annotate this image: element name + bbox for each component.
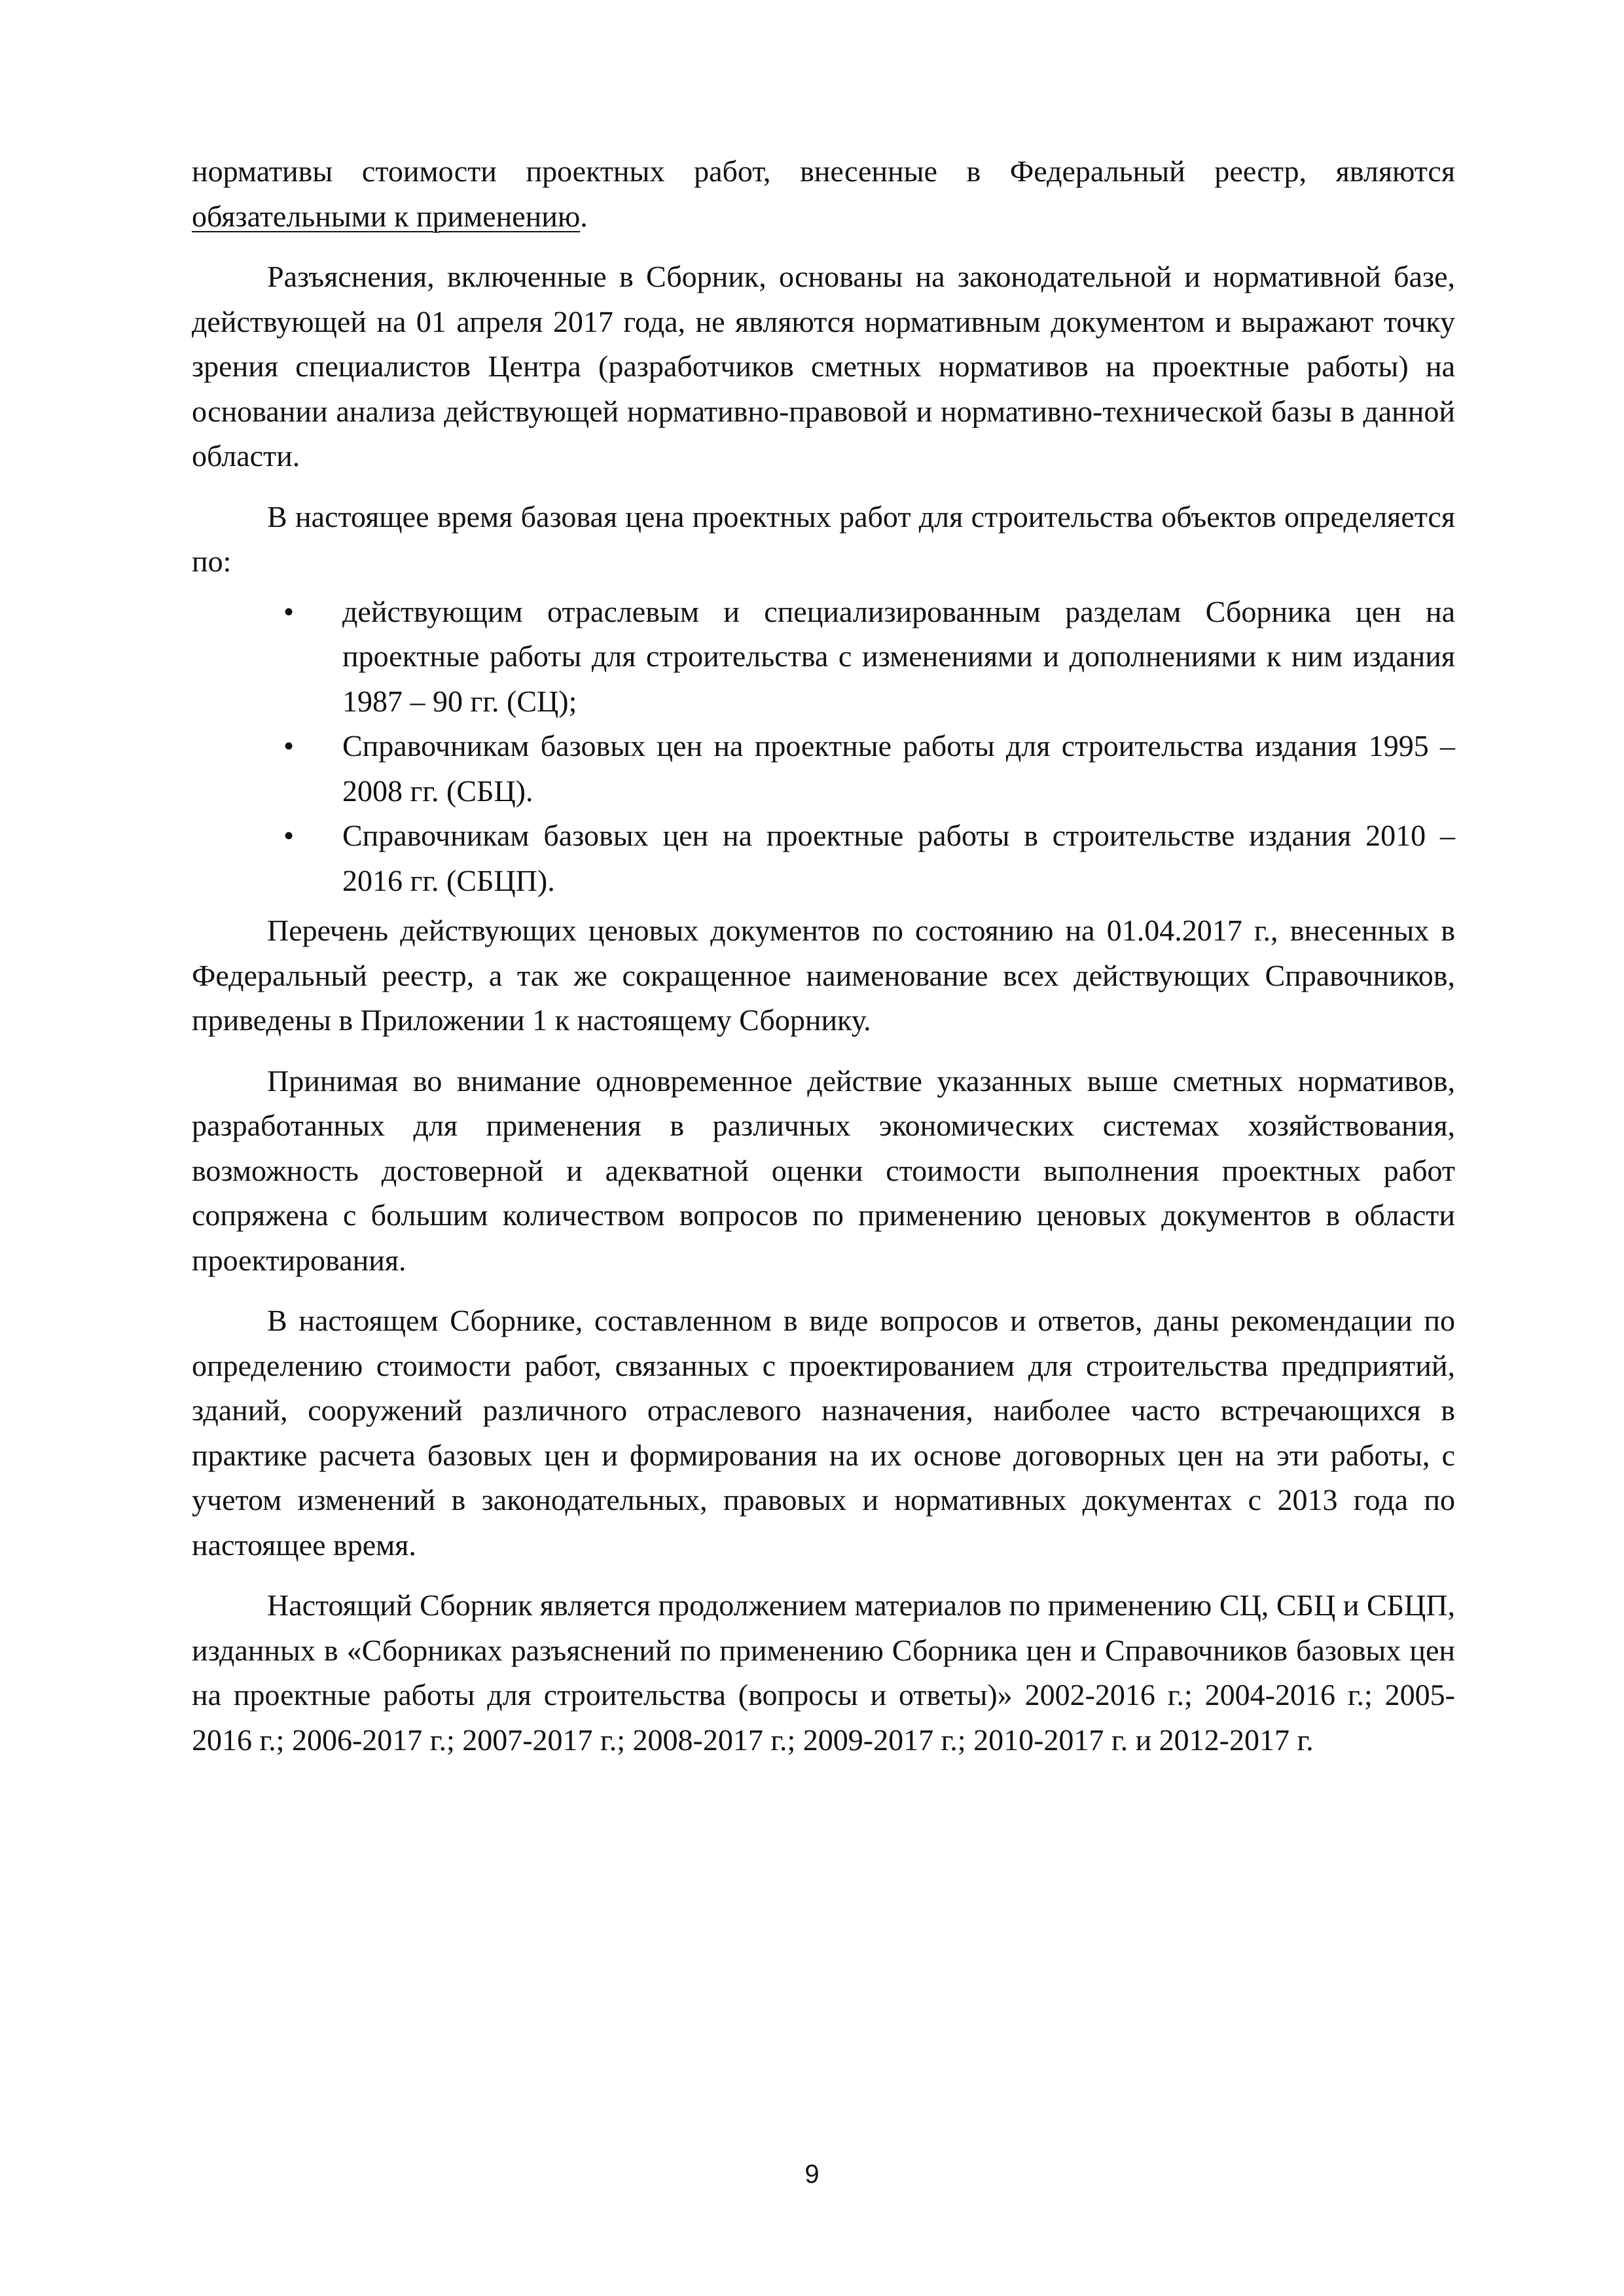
list-item-text: Справочникам базовых цен на проектные работы в строительстве издания 2010 – 2016 гг. (СБЦП). [342, 819, 1455, 897]
paragraph-collection-continuation: Настоящий Сборник является продолжением материалов по применению СЦ, СБЦ и СБЦП, изданных в «Сборниках разъяснений по применению Сборника цен и Справочников базовых цен на проектные работы для строительства (вопросы и ответы)» 2002-2016 г.; 2004-2016 г.; 2005-2016 г.; 2006-2017 г.; 2007-2017 г.; 2008-2017 г.; 2009-2017 г.; 2010-2017 г. и 2012-2017 г. [192, 1588, 1455, 1757]
list-item-text: Справочникам базовых цен на проектные работы для строительства издания 1995 – 2008 гг. (СБЦ). [342, 729, 1455, 808]
list-item [192, 724, 1455, 814]
paragraph-collection-recommendations: В настоящем Сборнике, составленном в виде вопросов и ответов, даны рекомендации по определению стоимости работ, связанных с проектированием для строительства предприятий, зданий, сооружений различного отраслевого назначения, наиболее часто встречающихся в практике расчета базовых цен и формирования на их основе договорных цен на эти работы, с учетом изменений в законодательных, правовых и нормативных документах с 2013 года по настоящее время. [192, 1304, 1455, 1562]
bullet-icon: • [283, 729, 295, 762]
price-documents-list [192, 590, 1455, 904]
list-item [192, 590, 1455, 725]
paragraph-continuation-end: . [580, 199, 588, 233]
list-item-text: действующим отраслевым и специализированным разделам Сборника цен на проектные работы для строительства с изменениями и дополнениями к ним издания 1987 – 90 гг. (СЦ); [342, 594, 1455, 718]
paragraph-clarifications: Разъяснения, включенные в Сборник, основаны на законодательной и нормативной базе, действующей на 01 апреля 2017 года, не являются нормативным документом и выражают точку зрения специалистов Центра (разработчиков сметных нормативов на проектные работы) на основании анализа действующей нормативно-правовой и нормативно-технической базы в данной области. [192, 260, 1455, 473]
underlined-emphasis: обязательными к применению [192, 199, 581, 233]
paragraph-base-price-intro: В настоящее время базовая цена проектных работ для строительства объектов определяется по: [192, 499, 1455, 578]
page-body [192, 149, 1455, 1778]
bullet-icon: • [283, 594, 295, 628]
bullet-icon: • [283, 819, 295, 852]
page-number: 9 [804, 2160, 820, 2189]
paragraph-continuation-text: нормативы стоимости проектных работ, внесенные в Федеральный реестр, являются [192, 154, 1455, 188]
paragraph-continuation [192, 149, 1455, 239]
paragraph-document-list: Перечень действующих ценовых документов по состоянию на 01.04.2017 г., внесенных в Федеральный реестр, а так же сокращенное наименование всех действующих Справочников, приведены в Приложении 1 к настоящему Сборнику. [192, 914, 1455, 1037]
paragraph-simultaneous-norms: Принимая во внимание одновременное действие указанных выше сметных нормативов, разработанных для применения в различных экономических системах хозяйствования, возможность достоверной и адекватной оценки стоимости выполнения проектных работ сопряжена с большим количеством вопросов по применению ценовых документов в области проектирования. [192, 1064, 1455, 1277]
list-item [192, 814, 1455, 903]
